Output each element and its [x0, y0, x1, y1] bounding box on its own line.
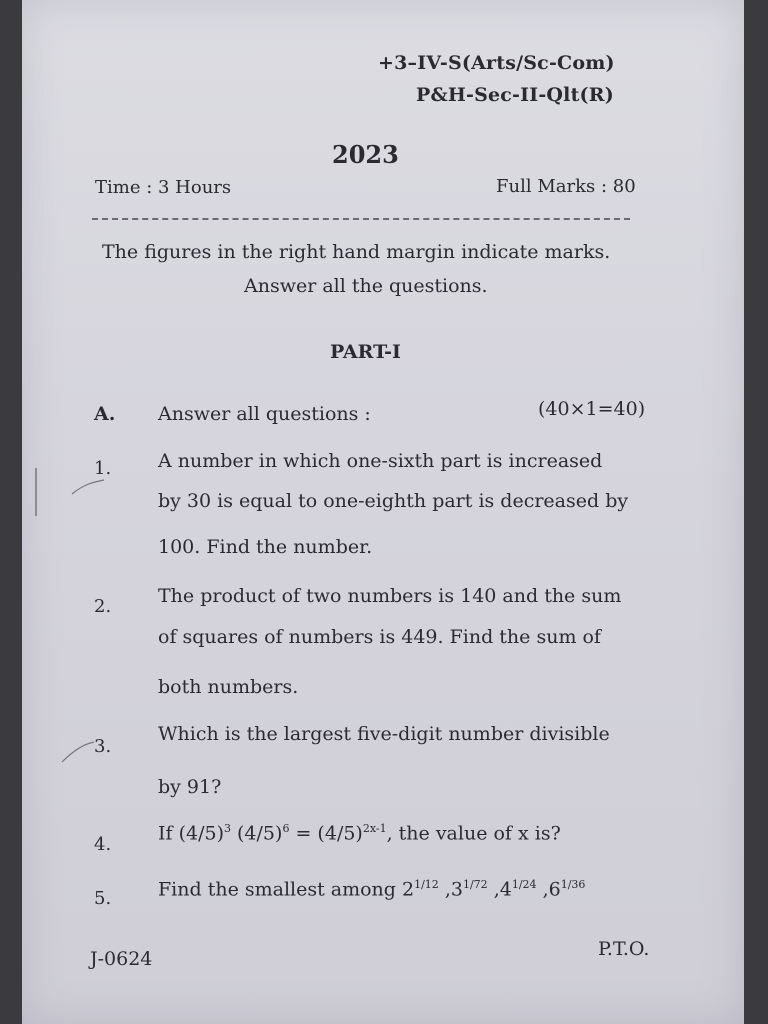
question-line: Which is the largest five-digit number divisible	[158, 723, 610, 745]
question-number: 5.	[94, 888, 112, 909]
instruction-line-1: The figures in the right hand margin indicate marks.	[102, 241, 611, 263]
full-marks-label: Full Marks : 80	[496, 176, 636, 197]
question-number: 2.	[94, 596, 112, 617]
part-title: PART-I	[330, 341, 401, 363]
question-line: 100. Find the number.	[158, 536, 373, 558]
question-number: 1.	[94, 458, 112, 479]
question-number: 4.	[94, 834, 112, 855]
pto-label: P.T.O.	[598, 938, 650, 960]
question-number: 3.	[94, 736, 112, 757]
exam-paper	[22, 0, 744, 1024]
exam-year: 2023	[332, 140, 399, 169]
question-line: by 30 is equal to one-eighth part is decreased by	[158, 490, 629, 512]
pencil-marks	[22, 460, 112, 800]
question-line: The product of two numbers is 140 and the sum	[158, 585, 622, 607]
question-line: by 91?	[158, 776, 222, 798]
instruction-line-2: Answer all the questions.	[244, 275, 488, 297]
course-code: +3–IV-S(Arts/Sc-Com)	[378, 52, 615, 74]
question-line: A number in which one-sixth part is increased	[158, 450, 603, 472]
question-line: both numbers.	[158, 676, 299, 698]
footer-code: J-0624	[90, 948, 153, 970]
paper-code: P&H-Sec-II-Qlt(R)	[416, 84, 614, 106]
time-label: Time : 3 Hours	[95, 177, 232, 198]
section-marks: (40×1=40)	[538, 398, 646, 420]
section-instruction: Answer all questions :	[158, 403, 371, 425]
question-line: Find the smallest among $2^{1/12}$ $,3^{1/72}$ $,4^{1/24}$ $,6^{1/36}$	[158, 878, 586, 901]
question-line: If $(4/5)^3$ $(4/5)^6 = (4/5)^{2x-1}$, the value of x is?	[158, 822, 561, 845]
divider	[92, 218, 630, 220]
section-label: A.	[94, 403, 116, 425]
question-line: of squares of numbers is 449. Find the sum of	[158, 626, 601, 648]
